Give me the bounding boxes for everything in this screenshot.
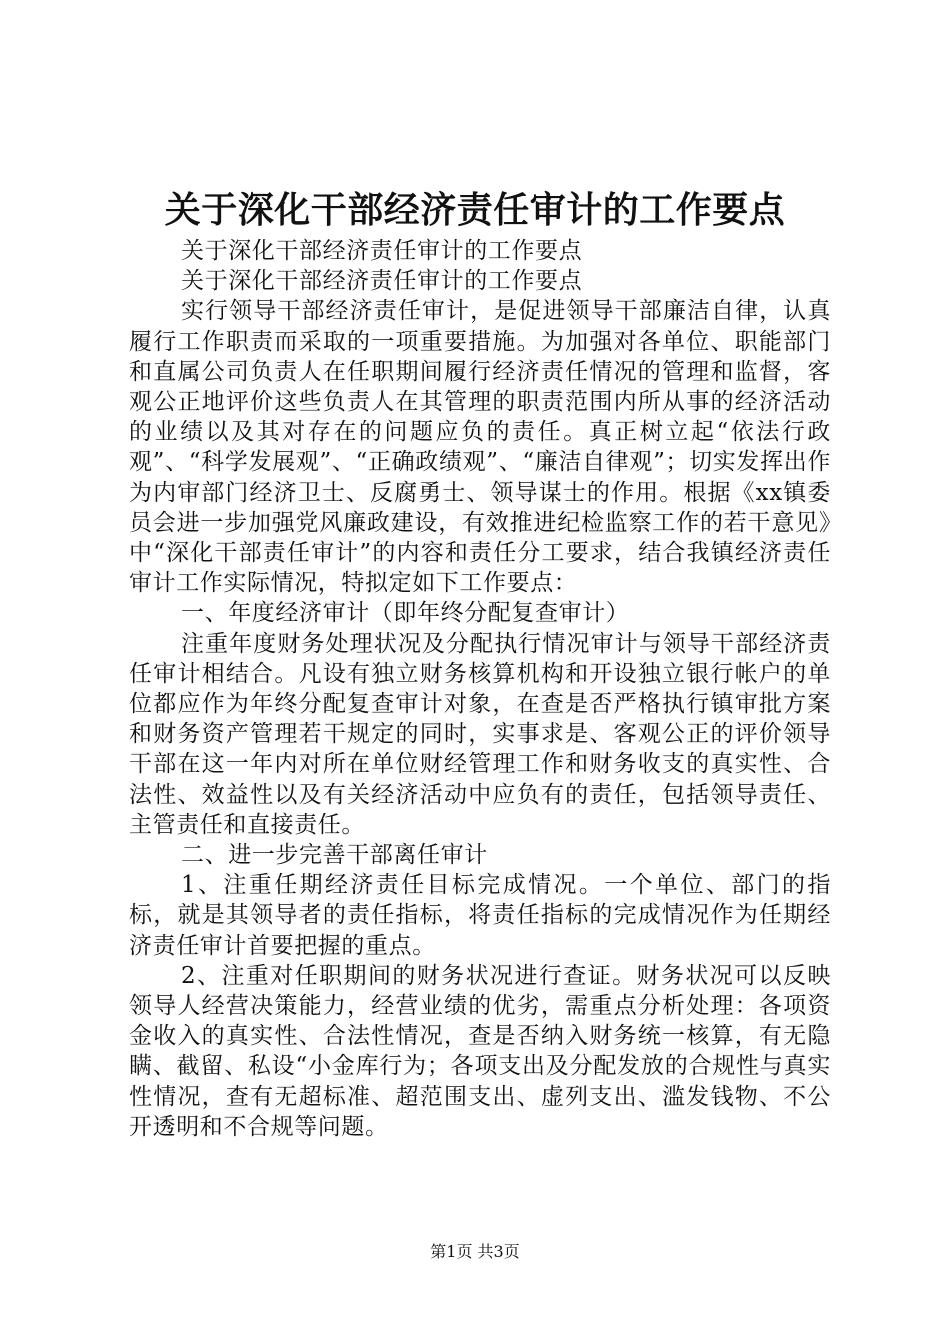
paragraph-item-1: 1、注重任期经济责任目标完成情况。一个单位、部门的指标，就是其领导者的责任指标，将责任指标的完成情况作为任期经济责任审计首要把握的重点。 xyxy=(129,872,831,959)
section-heading-annual-audit: 一、年度经济审计（即年终分配复查审计） xyxy=(181,600,630,627)
paragraph-repeat-title-1: 关于深化干部经济责任审计的工作要点 xyxy=(181,238,583,264)
section-heading-departure-audit: 二、进一步完善干部离任审计 xyxy=(181,842,488,869)
paragraph-item-2: 2、注重对任职期间的财务状况进行查证。财务状况可以反映领导人经营决策能力，经营业绩的优劣，需重点分析处理：各项资金收入的真实性、合法性情况，查是否纳入财务统一核算，有无隐瞒、截留、私设“小金库行为；各项支出及分配发放的合规性与真实性情况，查有无超标准、超范围支出、虚列支出、滥发钱物、不公开透明和不合规等问题。 xyxy=(129,962,831,1140)
document-body xyxy=(129,236,831,1142)
document-title: 关于深化干部经济责任审计的工作要点 xyxy=(164,189,786,231)
paragraph-annual-audit: 注重年度财务处理状况及分配执行情况审计与领导干部经济责任审计相结合。凡设有独立财务核算机构和开设独立银行帐户的单位都应作为年终分配复查审计对象，在查是否严格执行镇审批方案和财务资产管理若干规定的同时，实事求是、客观公正的评价领导干部在这一年内对所在单位财经管理工作和财务收支的真实性、合法性、效益性以及有关经济活动中应负有的责任，包括领导责任、主管责任和直接责任。 xyxy=(129,630,831,838)
paragraph-repeat-title-2: 关于深化干部经济责任审计的工作要点 xyxy=(181,268,583,295)
paragraph-intro: 实行领导干部经济责任审计，是促进领导干部廉洁自律，认真履行工作职责而采取的一项重要措施。为加强对各单位、职能部门和直属公司负责人在任职期间履行经济责任情况的管理和监督，客观公正地评价这些负责人在其管理的职责范围内所从事的经济活动的业绩以及其对存在的问题应负的责任。真正树立起“依法行政观”、“科学发展观”、“正确政绩观”、“廉洁自律观”；切实发挥出作为内审部门经济卫士、反腐勇士、领导谋士的作用。根据《xx镇委员会进一步加强党风廉政建设，有效推进纪检监察工作的若干意见》中“深化干部责任审计”的内容和责任分工要求，结合我镇经济责任审计工作实际情况，特拟定如下工作要点： xyxy=(129,298,831,597)
page-number-footer: 第1页 共3页 xyxy=(430,1242,520,1261)
